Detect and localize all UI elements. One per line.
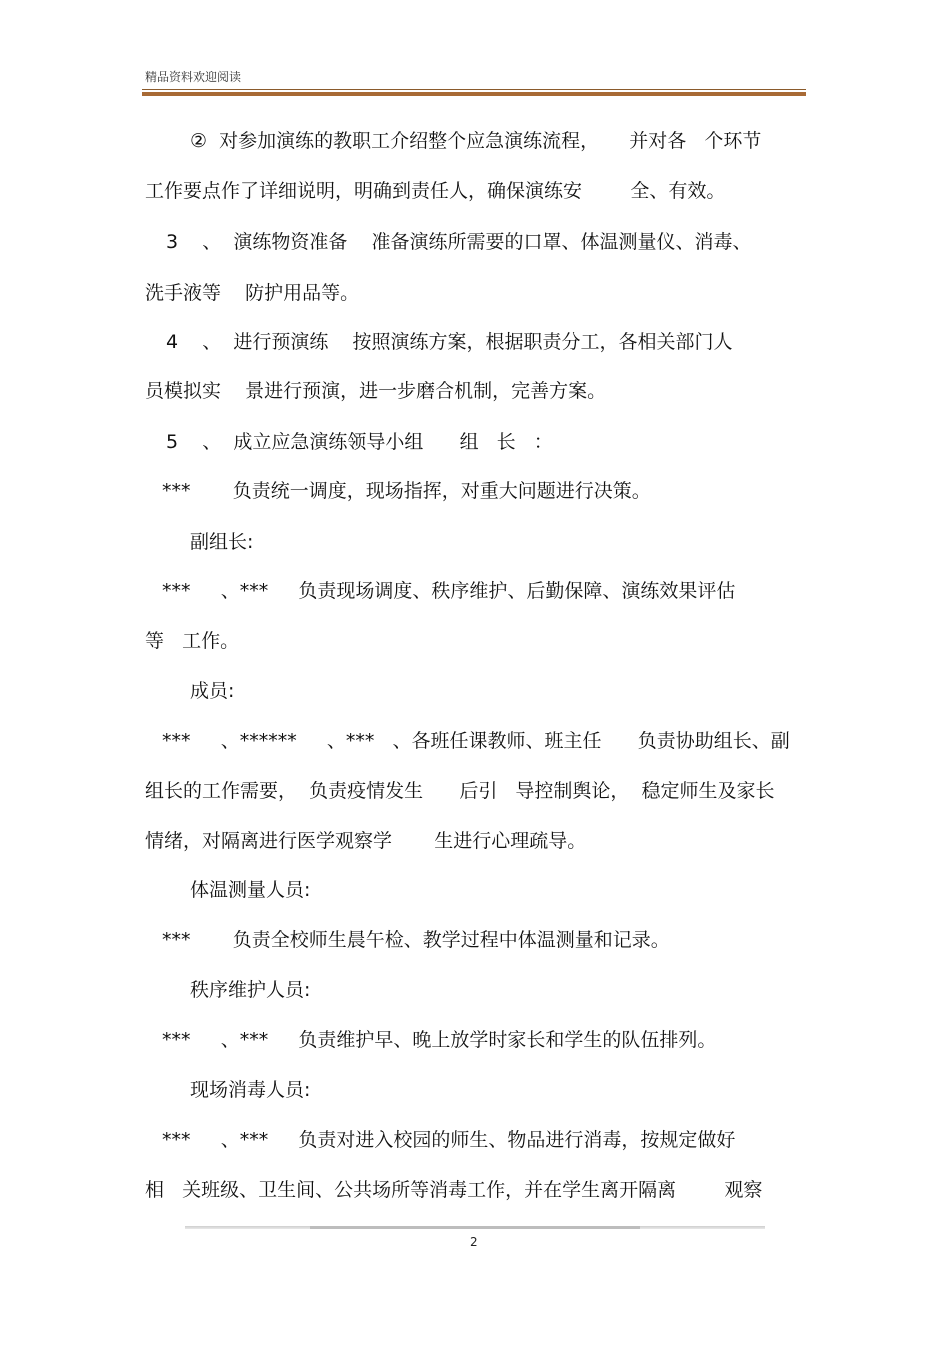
body-line-14: 组长的工作需要， 负责疫情发生 后引 导控制舆论， 稳定师生及家长 (145, 780, 775, 802)
body-line-9: 副组长: (190, 531, 254, 553)
body-line-12: 成员: (190, 680, 235, 702)
body-line-4: 洗手液等 防护用品等。 (145, 282, 360, 304)
body-line-18: 秩序维护人员: (190, 979, 311, 1001)
body-line-2: 工作要点作了详细说明，明确到责任人，确保演练安 全、有效。 (145, 180, 726, 202)
body-line-7: 5 、 成立应急演练领导小组 组 长 ： (166, 431, 553, 453)
body-line-13: *** 、****** 、*** 、各班任课教师、班主任 负责协助组长、副 (162, 730, 790, 752)
body-line-15: 情绪，对隔离进行医学观察学 生进行心理疏导。 (145, 830, 587, 852)
body-line-6: 员模拟实 景进行预演，进一步磨合机制，完善方案。 (145, 380, 607, 402)
body-line-5: 4 、 进行预演练 按照演练方案，根据职责分工，各相关部门人 (166, 331, 733, 353)
body-line-17: *** 负责全校师生晨午检、教学过程中体温测量和记录。 (162, 929, 670, 951)
footer-rule-mid (310, 1226, 640, 1229)
body-line-20: 现场消毒人员: (190, 1079, 311, 1101)
page-number: 2 (470, 1235, 478, 1249)
header-rule-thick (142, 92, 806, 96)
body-line-16: 体温测量人员: (190, 879, 311, 901)
body-line-3: 3 、 演练物资准备 准备演练所需要的口罩、体温测量仪、消毒、 (166, 231, 752, 253)
body-line-8: *** 负责统一调度，现场指挥，对重大问题进行决策。 (162, 480, 651, 502)
body-line-21: *** 、*** 负责对进入校园的师生、物品进行消毒，按规定做好 (162, 1129, 736, 1151)
body-line-11: 等 工作。 (145, 630, 240, 652)
body-line-22: 相 关班级、卫生间、公共场所等消毒工作，并在学生离开隔离 观察 (145, 1179, 763, 1201)
header-text: 精品资料欢迎阅读 (145, 70, 242, 84)
header-rule-thin (142, 89, 806, 90)
body-line-10: *** 、*** 负责现场调度、秩序维护、后勤保障、演练效果评估 (162, 580, 736, 602)
body-line-19: *** 、*** 负责维护早、晚上放学时家长和学生的队伍排列。 (162, 1029, 717, 1051)
body-line-1: ② 对参加演练的教职工介绍整个应急演练流程， 并对各 个环节 (190, 130, 762, 152)
